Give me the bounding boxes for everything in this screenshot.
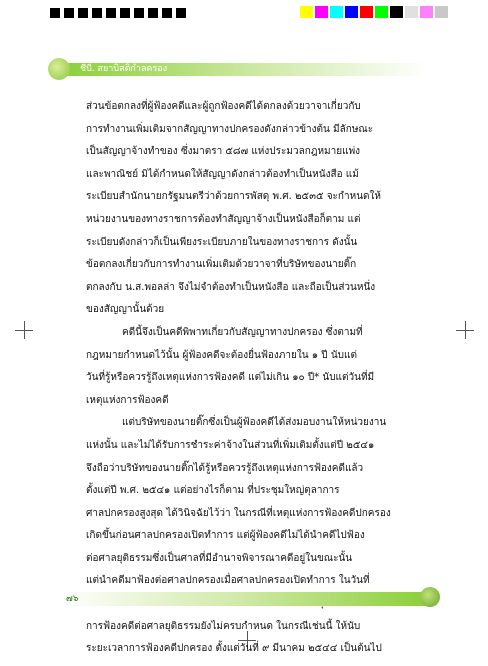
body-text bbox=[86, 96, 411, 661]
paragraph-start-line: คดีนี้จึงเป็นคดีพิพาทเกี่ยวกับสัญญาทางปกครอง ซึ่งตามที่ bbox=[122, 326, 363, 338]
footer-band bbox=[60, 592, 426, 606]
text-line: วันที่รู้หรือควรรู้ถึงเหตุแห่งการฟ้องคดี แต่ไม่เกิน ๑๐ ปี* นับแต่วันที่มี bbox=[86, 372, 375, 384]
text-line: ศาลปกครองสูงสุด ได้วินิจฉัยไว้ว่า ในกรณีที่เหตุแห่งการฟ้องคดีปกครอง bbox=[86, 507, 391, 519]
page-number: ๗๖ bbox=[66, 594, 79, 604]
footer-emblem-icon bbox=[420, 587, 440, 607]
text-line: และพาณิชย์ มิได้กำหนดให้สัญญาดังกล่าวต้องทำเป็นหนังสือ แม้ bbox=[86, 168, 359, 180]
text-line: ส่วนข้อตกลงที่ผู้ฟ้องคดีและผู้ถูกฟ้องคดีได้ตกลงด้วยวาจาเกี่ยวกับ bbox=[86, 101, 361, 112]
text-line: ตกลงกับ น.ส.พอลล่า จึงไม่จำต้องทำเป็นหนังสือ และถือเป็นส่วนหนึ่ง bbox=[86, 281, 376, 293]
text-line: ข้อตกลงเกี่ยวกับการทำงานเพิ่มเติมด้วยวาจาที่บริษัทของนายติ๊ก bbox=[86, 259, 357, 271]
text-line: ตั้งแต่ปี พ.ศ. ๒๕๔๑ แต่อย่างไรก็ตาม ที่ประชุมใหญ่ตุลาการ bbox=[86, 485, 340, 497]
text-line: หน่วยงานของทางราชการต้องทำสัญญาจ้างเป็นหนังสือก็ตาม แต่ bbox=[86, 213, 361, 225]
text-line: แห่งนั้น และไม่ได้รับการชำระค่าจ้างในส่วนที่เพิ่มเติมตั้งแต่ปี ๒๕๔๑ bbox=[86, 439, 375, 451]
text-line: ระเบียบดังกล่าวก็เป็นเพียงระเบียบภายในของทางราชการ ดังนั้น bbox=[86, 236, 358, 248]
text-line: ของสัญญานั้นด้วย bbox=[86, 304, 165, 316]
text-line: แต่นำคดีมาฟ้องต่อศาลปกครองเมื่อศาลปกครองเปิดทำการ ในวันที่ bbox=[86, 575, 370, 587]
text-line: เกิดขึ้นก่อนศาลปกครองเปิดทำการ แต่ผู้ฟ้องคดีไม่ได้นำคดีไปฟ้อง bbox=[86, 530, 365, 542]
paragraph-start-line: แต่บริษัทของนายติ๊กซึ่งเป็นผู้ฟ้องคดีได้ส่งมอบงานให้หน่วยงาน bbox=[122, 417, 387, 429]
text-line: เป็นสัญญาจ้างทำของ ซึ่งมาตรา ๕๘๗ แห่งประมวลกฎหมายแพ่ง bbox=[86, 146, 361, 158]
text-line: เหตุแห่งการฟ้องคดี bbox=[86, 394, 169, 406]
text-line: การทำงานเพิ่มเติมจากสัญญาทางปกครองดังกล่าวข้างต้น มีลักษณะ bbox=[86, 123, 374, 135]
text-line: ต่อศาลยุติธรรมซึ่งเป็นศาลที่มีอำนาจพิจารณาคดีอยู่ในขณะนั้น bbox=[86, 552, 353, 564]
crop-mark-right-v bbox=[465, 321, 466, 339]
chapter-badge-icon bbox=[48, 58, 70, 80]
text-line: จึงถือว่าบริษัทของนายติ๊กได้รู้หรือควรรู้ถึงเหตุแห่งการฟ้องคดีแล้ว bbox=[86, 462, 364, 474]
crop-mark-left-v bbox=[24, 321, 25, 339]
text-line: กฎหมายกำหนดไว้นั้น ผู้ฟ้องคดีจะต้องยื่นฟ้องภายใน ๑ ปี นับแต่ bbox=[86, 349, 357, 361]
text-line: ระยะเวลาการฟ้องคดีปกครอง ตั้งแต่วันที่ ๙ มีนาคม ๒๕๔๔ เป็นต้นไป bbox=[86, 643, 382, 655]
running-header: ชีบี. สยาบิสติกำลครอง bbox=[80, 64, 168, 74]
text-line: ระเบียบสำนักนายกรัฐมนตรีว่าด้วยการพัสดุ พ.ศ. ๒๕๓๕ จะกำหนดให้ bbox=[86, 191, 381, 203]
text-line: การฟ้องคดีต่อศาลยุติธรรมยังไม่ครบกำหนด ในกรณีเช่นนี้ ให้นับ bbox=[86, 620, 361, 632]
